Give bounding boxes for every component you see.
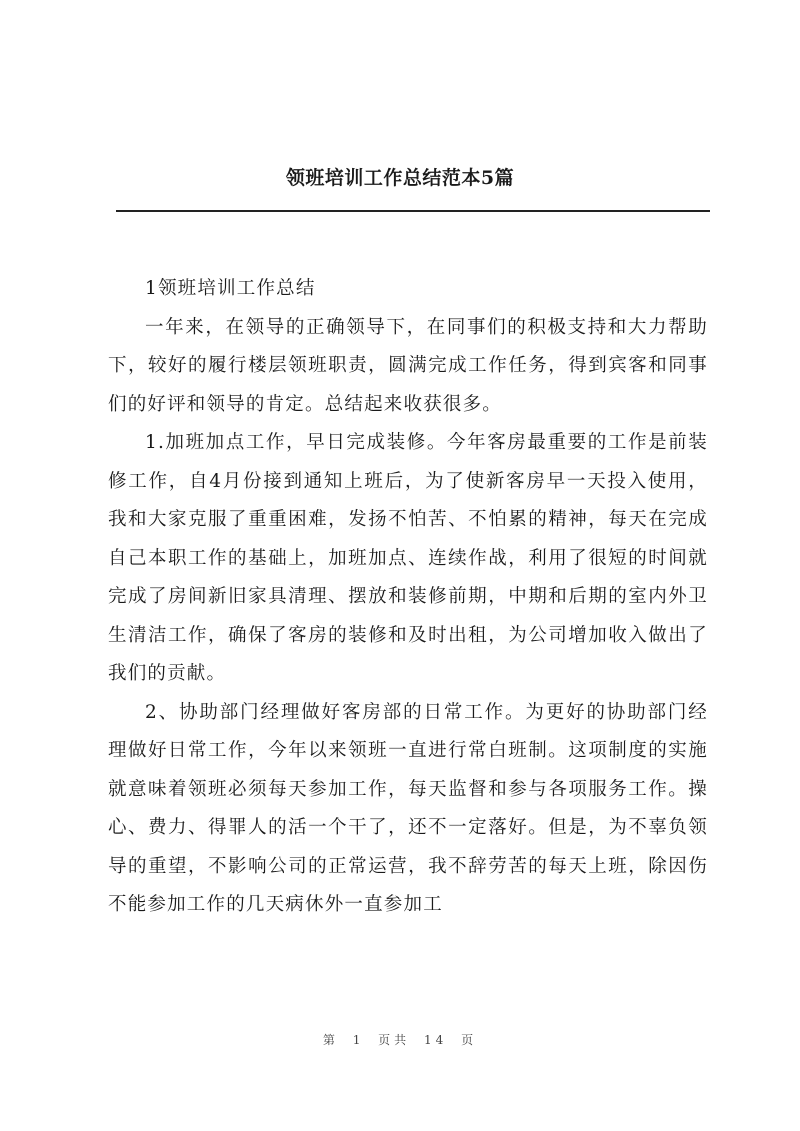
footer-current-page: 1 bbox=[352, 1033, 365, 1047]
paragraph-item-2: 2、协助部门经理做好客房部的日常工作。为更好的协助部门经理做好日常工作，今年以来领班一直进行常白班制。这项制度的实施就意味着领班必须每天参加工作，每天监督和参与各项服务工作。操心、费力、得罪人的活一个干了，还不一定落好。但是，为不辜负领导的重望，不影响公司的正常运营，我不辞劳苦的每天上班，除因伤不能参加工作的几天病休外一直参加工 bbox=[108, 701, 708, 915]
section-heading: 1领班培训工作总结 bbox=[145, 278, 316, 299]
paragraph-item-1: 1.加班加点工作，早日完成装修。今年客房最重要的工作是前装修工作，自4月份接到通知上班后，为了使新客房早一天投入使用，我和大家克服了重重困难，发扬不怕苦、不怕累的精神，每天在完成自己本职工作的基础上，加班加点、连续作战，利用了很短的时间就完成了房间新旧家具清理、摆放和装修前期，中期和后期的室内外卫生清洁工作，确保了客房的装修和及时出租，为公司增加收入做出了我们的贡献。 bbox=[108, 432, 708, 684]
footer-suffix: 页 bbox=[461, 1033, 478, 1047]
page-footer bbox=[0, 1032, 800, 1048]
document-title: 领班培训工作总结范本5篇 bbox=[285, 167, 515, 189]
document-body bbox=[108, 270, 708, 925]
footer-total-pages: 14 bbox=[424, 1033, 448, 1047]
title-underline bbox=[116, 210, 710, 212]
footer-middle: 页共 bbox=[378, 1033, 411, 1047]
paragraph-intro: 一年来，在领导的正确领导下，在同事们的积极支持和大力帮助下，较好的履行楼层领班职责，圆满完成工作任务，得到宾客和同事们的好评和领导的肯定。总结起来收获很多。 bbox=[108, 316, 708, 415]
footer-prefix: 第 bbox=[322, 1033, 339, 1047]
